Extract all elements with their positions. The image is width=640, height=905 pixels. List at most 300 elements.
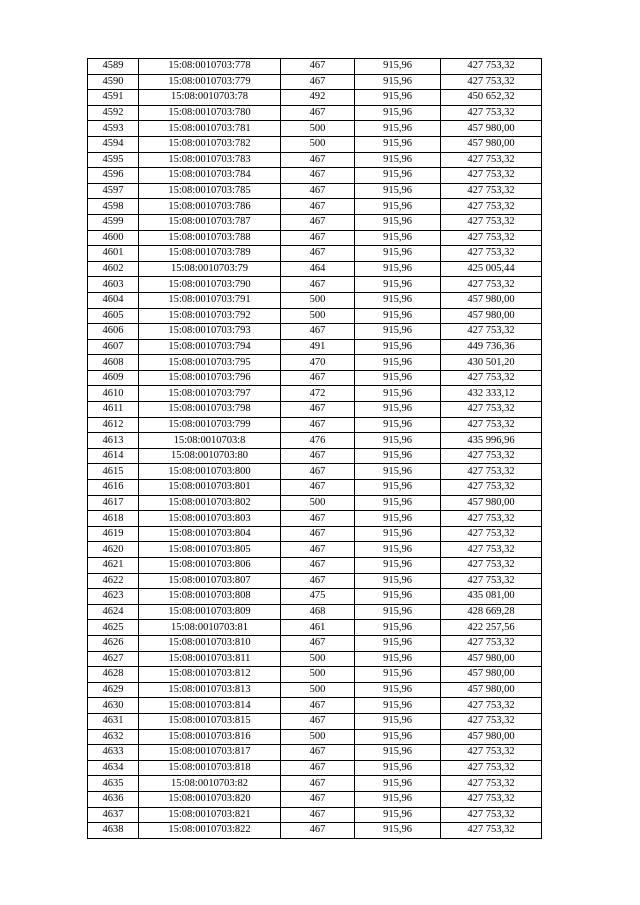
cadastral-number-cell: 15:08:0010703:814 <box>139 698 281 714</box>
cadastral-value-cell: 427 753,32 <box>441 776 542 792</box>
cadastral-number-cell: 15:08:0010703:796 <box>139 370 281 386</box>
row-number-cell: 4612 <box>88 417 139 433</box>
row-number-cell: 4622 <box>88 573 139 589</box>
cadastral-value-cell: 450 652,32 <box>441 90 542 106</box>
cadastral-value-cell: 427 753,32 <box>441 246 542 262</box>
row-number-cell: 4600 <box>88 230 139 246</box>
table-row <box>88 729 542 745</box>
area-cell: 467 <box>281 823 355 839</box>
cadastral-value-cell: 427 753,32 <box>441 635 542 651</box>
cadastral-number-cell: 15:08:0010703:803 <box>139 511 281 527</box>
specific-value-cell: 915,96 <box>355 370 441 386</box>
cadastral-number-cell: 15:08:0010703:793 <box>139 324 281 340</box>
cadastral-number-cell: 15:08:0010703:780 <box>139 105 281 121</box>
specific-value-cell: 915,96 <box>355 214 441 230</box>
specific-value-cell: 915,96 <box>355 339 441 355</box>
cadastral-number-cell: 15:08:0010703:790 <box>139 277 281 293</box>
specific-value-cell: 915,96 <box>355 74 441 90</box>
specific-value-cell: 915,96 <box>355 292 441 308</box>
table-row <box>88 511 542 527</box>
cadastral-number-cell: 15:08:0010703:791 <box>139 292 281 308</box>
specific-value-cell: 915,96 <box>355 542 441 558</box>
table-row <box>88 246 542 262</box>
cadastral-value-cell: 427 753,32 <box>441 745 542 761</box>
table-row <box>88 698 542 714</box>
area-cell: 500 <box>281 292 355 308</box>
row-number-cell: 4626 <box>88 635 139 651</box>
cadastral-value-cell: 422 257,56 <box>441 620 542 636</box>
cadastral-number-cell: 15:08:0010703:802 <box>139 495 281 511</box>
row-number-cell: 4604 <box>88 292 139 308</box>
specific-value-cell: 915,96 <box>355 651 441 667</box>
table-row <box>88 745 542 761</box>
cadastral-value-cell: 427 753,32 <box>441 199 542 215</box>
cadastral-number-cell: 15:08:0010703:818 <box>139 760 281 776</box>
table-row <box>88 277 542 293</box>
cadastral-number-cell: 15:08:0010703:795 <box>139 355 281 371</box>
table-row <box>88 526 542 542</box>
cadastral-value-cell: 427 753,32 <box>441 277 542 293</box>
row-number-cell: 4596 <box>88 168 139 184</box>
table-row <box>88 355 542 371</box>
specific-value-cell: 915,96 <box>355 448 441 464</box>
specific-value-cell: 915,96 <box>355 667 441 683</box>
cadastral-number-cell: 15:08:0010703:807 <box>139 573 281 589</box>
table-row <box>88 464 542 480</box>
row-number-cell: 4636 <box>88 791 139 807</box>
specific-value-cell: 915,96 <box>355 168 441 184</box>
row-number-cell: 4609 <box>88 370 139 386</box>
specific-value-cell: 915,96 <box>355 480 441 496</box>
table-row <box>88 667 542 683</box>
specific-value-cell: 915,96 <box>355 776 441 792</box>
cadastral-value-cell: 457 980,00 <box>441 121 542 137</box>
cadastral-value-cell: 457 980,00 <box>441 667 542 683</box>
cadastral-value-cell: 427 753,32 <box>441 59 542 75</box>
cadastral-value-cell: 430 501,20 <box>441 355 542 371</box>
table-row <box>88 573 542 589</box>
row-number-cell: 4598 <box>88 199 139 215</box>
table-row <box>88 183 542 199</box>
table-row <box>88 386 542 402</box>
specific-value-cell: 915,96 <box>355 464 441 480</box>
cadastral-number-cell: 15:08:0010703:805 <box>139 542 281 558</box>
cadastral-value-cell: 432 333,12 <box>441 386 542 402</box>
area-cell: 467 <box>281 168 355 184</box>
cadastral-value-cell: 427 753,32 <box>441 402 542 418</box>
specific-value-cell: 915,96 <box>355 589 441 605</box>
area-cell: 467 <box>281 246 355 262</box>
table-row <box>88 620 542 636</box>
area-cell: 467 <box>281 558 355 574</box>
cadastral-number-cell: 15:08:0010703:799 <box>139 417 281 433</box>
row-number-cell: 4602 <box>88 261 139 277</box>
area-cell: 500 <box>281 651 355 667</box>
cadastral-value-cell: 427 753,32 <box>441 526 542 542</box>
row-number-cell: 4618 <box>88 511 139 527</box>
specific-value-cell: 915,96 <box>355 136 441 152</box>
area-cell: 464 <box>281 261 355 277</box>
table-row <box>88 558 542 574</box>
area-cell: 467 <box>281 152 355 168</box>
cadastral-value-cell: 457 980,00 <box>441 682 542 698</box>
cadastral-value-cell: 427 753,32 <box>441 464 542 480</box>
row-number-cell: 4633 <box>88 745 139 761</box>
table-row <box>88 713 542 729</box>
cadastral-number-cell: 15:08:0010703:821 <box>139 807 281 823</box>
area-cell: 500 <box>281 308 355 324</box>
table-row <box>88 791 542 807</box>
cadastral-number-cell: 15:08:0010703:786 <box>139 199 281 215</box>
cadastral-number-cell: 15:08:0010703:81 <box>139 620 281 636</box>
row-number-cell: 4628 <box>88 667 139 683</box>
cadastral-number-cell: 15:08:0010703:809 <box>139 604 281 620</box>
specific-value-cell: 915,96 <box>355 713 441 729</box>
table-body <box>88 59 542 839</box>
table-row <box>88 324 542 340</box>
area-cell: 467 <box>281 526 355 542</box>
cadastral-value-cell: 427 753,32 <box>441 558 542 574</box>
specific-value-cell: 915,96 <box>355 573 441 589</box>
cadastral-value-cell: 428 669,28 <box>441 604 542 620</box>
table-row <box>88 604 542 620</box>
cadastral-value-cell: 427 753,32 <box>441 105 542 121</box>
specific-value-cell: 915,96 <box>355 635 441 651</box>
table-row <box>88 230 542 246</box>
cadastral-number-cell: 15:08:0010703:785 <box>139 183 281 199</box>
cadastral-number-cell: 15:08:0010703:811 <box>139 651 281 667</box>
area-cell: 467 <box>281 573 355 589</box>
area-cell: 500 <box>281 667 355 683</box>
area-cell: 492 <box>281 90 355 106</box>
row-number-cell: 4605 <box>88 308 139 324</box>
cadastral-number-cell: 15:08:0010703:79 <box>139 261 281 277</box>
specific-value-cell: 915,96 <box>355 760 441 776</box>
cadastral-number-cell: 15:08:0010703:789 <box>139 246 281 262</box>
row-number-cell: 4623 <box>88 589 139 605</box>
cadastral-number-cell: 15:08:0010703:781 <box>139 121 281 137</box>
cadastral-value-cell: 427 753,32 <box>441 214 542 230</box>
area-cell: 467 <box>281 511 355 527</box>
row-number-cell: 4608 <box>88 355 139 371</box>
cadastral-number-cell: 15:08:0010703:778 <box>139 59 281 75</box>
area-cell: 467 <box>281 776 355 792</box>
table-row <box>88 121 542 137</box>
row-number-cell: 4595 <box>88 152 139 168</box>
specific-value-cell: 915,96 <box>355 604 441 620</box>
area-cell: 467 <box>281 214 355 230</box>
cadastral-value-cell: 427 753,32 <box>441 183 542 199</box>
area-cell: 467 <box>281 105 355 121</box>
area-cell: 500 <box>281 121 355 137</box>
row-number-cell: 4632 <box>88 729 139 745</box>
table-row <box>88 823 542 839</box>
table-row <box>88 542 542 558</box>
specific-value-cell: 915,96 <box>355 261 441 277</box>
row-number-cell: 4624 <box>88 604 139 620</box>
area-cell: 467 <box>281 277 355 293</box>
specific-value-cell: 915,96 <box>355 402 441 418</box>
table-row <box>88 402 542 418</box>
area-cell: 467 <box>281 480 355 496</box>
cadastral-value-cell: 457 980,00 <box>441 729 542 745</box>
area-cell: 476 <box>281 433 355 449</box>
row-number-cell: 4615 <box>88 464 139 480</box>
cadastral-number-cell: 15:08:0010703:817 <box>139 745 281 761</box>
specific-value-cell: 915,96 <box>355 277 441 293</box>
table-row <box>88 480 542 496</box>
area-cell: 467 <box>281 464 355 480</box>
cadastral-number-cell: 15:08:0010703:808 <box>139 589 281 605</box>
row-number-cell: 4614 <box>88 448 139 464</box>
cadastral-number-cell: 15:08:0010703:815 <box>139 713 281 729</box>
cadastral-value-cell: 457 980,00 <box>441 292 542 308</box>
row-number-cell: 4591 <box>88 90 139 106</box>
cadastral-value-cell: 427 753,32 <box>441 807 542 823</box>
row-number-cell: 4617 <box>88 495 139 511</box>
cadastral-value-cell: 427 753,32 <box>441 168 542 184</box>
row-number-cell: 4597 <box>88 183 139 199</box>
table-row <box>88 651 542 667</box>
cadastral-value-cell: 435 996,96 <box>441 433 542 449</box>
area-cell: 467 <box>281 807 355 823</box>
cadastral-number-cell: 15:08:0010703:788 <box>139 230 281 246</box>
table-row <box>88 292 542 308</box>
row-number-cell: 4599 <box>88 214 139 230</box>
table-row <box>88 776 542 792</box>
specific-value-cell: 915,96 <box>355 355 441 371</box>
area-cell: 467 <box>281 183 355 199</box>
area-cell: 467 <box>281 417 355 433</box>
cadastral-value-cell: 427 753,32 <box>441 760 542 776</box>
specific-value-cell: 915,96 <box>355 682 441 698</box>
specific-value-cell: 915,96 <box>355 558 441 574</box>
row-number-cell: 4625 <box>88 620 139 636</box>
table-row <box>88 136 542 152</box>
specific-value-cell: 915,96 <box>355 386 441 402</box>
area-cell: 475 <box>281 589 355 605</box>
cadastral-value-cell: 427 753,32 <box>441 542 542 558</box>
table-row <box>88 152 542 168</box>
cadastral-value-cell: 427 753,32 <box>441 573 542 589</box>
area-cell: 461 <box>281 620 355 636</box>
cadastral-number-cell: 15:08:0010703:812 <box>139 667 281 683</box>
row-number-cell: 4635 <box>88 776 139 792</box>
specific-value-cell: 915,96 <box>355 511 441 527</box>
table-row <box>88 495 542 511</box>
cadastral-value-cell: 427 753,32 <box>441 713 542 729</box>
cadastral-number-cell: 15:08:0010703:783 <box>139 152 281 168</box>
table-row <box>88 417 542 433</box>
cadastral-number-cell: 15:08:0010703:80 <box>139 448 281 464</box>
area-cell: 467 <box>281 760 355 776</box>
specific-value-cell: 915,96 <box>355 745 441 761</box>
row-number-cell: 4620 <box>88 542 139 558</box>
cadastral-value-cell: 435 081,00 <box>441 589 542 605</box>
row-number-cell: 4606 <box>88 324 139 340</box>
specific-value-cell: 915,96 <box>355 230 441 246</box>
specific-value-cell: 915,96 <box>355 90 441 106</box>
cadastral-value-table <box>87 58 542 839</box>
row-number-cell: 4627 <box>88 651 139 667</box>
cadastral-value-cell: 457 980,00 <box>441 308 542 324</box>
row-number-cell: 4610 <box>88 386 139 402</box>
area-cell: 500 <box>281 136 355 152</box>
specific-value-cell: 915,96 <box>355 526 441 542</box>
cadastral-number-cell: 15:08:0010703:804 <box>139 526 281 542</box>
table-row <box>88 589 542 605</box>
specific-value-cell: 915,96 <box>355 59 441 75</box>
table-row <box>88 214 542 230</box>
cadastral-number-cell: 15:08:0010703:822 <box>139 823 281 839</box>
area-cell: 467 <box>281 324 355 340</box>
area-cell: 467 <box>281 635 355 651</box>
table-row <box>88 433 542 449</box>
row-number-cell: 4613 <box>88 433 139 449</box>
table-row <box>88 74 542 90</box>
cadastral-value-cell: 457 980,00 <box>441 136 542 152</box>
cadastral-number-cell: 15:08:0010703:820 <box>139 791 281 807</box>
cadastral-value-cell: 457 980,00 <box>441 651 542 667</box>
cadastral-number-cell: 15:08:0010703:792 <box>139 308 281 324</box>
area-cell: 500 <box>281 729 355 745</box>
cadastral-number-cell: 15:08:0010703:801 <box>139 480 281 496</box>
table-row <box>88 370 542 386</box>
area-cell: 467 <box>281 370 355 386</box>
row-number-cell: 4601 <box>88 246 139 262</box>
specific-value-cell: 915,96 <box>355 698 441 714</box>
area-cell: 467 <box>281 542 355 558</box>
table-row <box>88 168 542 184</box>
cadastral-value-cell: 457 980,00 <box>441 495 542 511</box>
row-number-cell: 4637 <box>88 807 139 823</box>
cadastral-value-cell: 427 753,32 <box>441 480 542 496</box>
area-cell: 467 <box>281 698 355 714</box>
row-number-cell: 4631 <box>88 713 139 729</box>
cadastral-value-cell: 449 736,36 <box>441 339 542 355</box>
specific-value-cell: 915,96 <box>355 807 441 823</box>
row-number-cell: 4594 <box>88 136 139 152</box>
row-number-cell: 4593 <box>88 121 139 137</box>
row-number-cell: 4589 <box>88 59 139 75</box>
cadastral-number-cell: 15:08:0010703:787 <box>139 214 281 230</box>
table-row <box>88 760 542 776</box>
table-row <box>88 199 542 215</box>
specific-value-cell: 915,96 <box>355 324 441 340</box>
cadastral-value-cell: 427 753,32 <box>441 698 542 714</box>
specific-value-cell: 915,96 <box>355 121 441 137</box>
specific-value-cell: 915,96 <box>355 183 441 199</box>
cadastral-value-cell: 427 753,32 <box>441 370 542 386</box>
cadastral-value-cell: 427 753,32 <box>441 417 542 433</box>
table-row <box>88 339 542 355</box>
cadastral-value-cell: 427 753,32 <box>441 448 542 464</box>
cadastral-value-cell: 427 753,32 <box>441 74 542 90</box>
row-number-cell: 4621 <box>88 558 139 574</box>
area-cell: 467 <box>281 713 355 729</box>
specific-value-cell: 915,96 <box>355 495 441 511</box>
area-cell: 467 <box>281 791 355 807</box>
area-cell: 467 <box>281 74 355 90</box>
cadastral-number-cell: 15:08:0010703:784 <box>139 168 281 184</box>
area-cell: 467 <box>281 448 355 464</box>
specific-value-cell: 915,96 <box>355 246 441 262</box>
specific-value-cell: 915,96 <box>355 791 441 807</box>
cadastral-number-cell: 15:08:0010703:813 <box>139 682 281 698</box>
row-number-cell: 4592 <box>88 105 139 121</box>
area-cell: 470 <box>281 355 355 371</box>
cadastral-number-cell: 15:08:0010703:798 <box>139 402 281 418</box>
row-number-cell: 4634 <box>88 760 139 776</box>
specific-value-cell: 915,96 <box>355 433 441 449</box>
cadastral-number-cell: 15:08:0010703:816 <box>139 729 281 745</box>
cadastral-value-cell: 427 753,32 <box>441 230 542 246</box>
area-cell: 467 <box>281 745 355 761</box>
table-row <box>88 448 542 464</box>
cadastral-number-cell: 15:08:0010703:779 <box>139 74 281 90</box>
specific-value-cell: 915,96 <box>355 417 441 433</box>
cadastral-number-cell: 15:08:0010703:797 <box>139 386 281 402</box>
area-cell: 467 <box>281 59 355 75</box>
table-row <box>88 807 542 823</box>
specific-value-cell: 915,96 <box>355 105 441 121</box>
table-row <box>88 90 542 106</box>
area-cell: 467 <box>281 199 355 215</box>
cadastral-number-cell: 15:08:0010703:800 <box>139 464 281 480</box>
cadastral-value-cell: 427 753,32 <box>441 823 542 839</box>
table-row <box>88 682 542 698</box>
row-number-cell: 4630 <box>88 698 139 714</box>
cadastral-number-cell: 15:08:0010703:794 <box>139 339 281 355</box>
area-cell: 491 <box>281 339 355 355</box>
cadastral-value-cell: 427 753,32 <box>441 324 542 340</box>
table-row <box>88 105 542 121</box>
area-cell: 468 <box>281 604 355 620</box>
specific-value-cell: 915,96 <box>355 308 441 324</box>
row-number-cell: 4607 <box>88 339 139 355</box>
area-cell: 500 <box>281 495 355 511</box>
cadastral-number-cell: 15:08:0010703:8 <box>139 433 281 449</box>
cadastral-number-cell: 15:08:0010703:810 <box>139 635 281 651</box>
specific-value-cell: 915,96 <box>355 152 441 168</box>
cadastral-value-cell: 425 005,44 <box>441 261 542 277</box>
cadastral-value-cell: 427 753,32 <box>441 791 542 807</box>
specific-value-cell: 915,96 <box>355 729 441 745</box>
area-cell: 467 <box>281 230 355 246</box>
row-number-cell: 4590 <box>88 74 139 90</box>
table-row <box>88 635 542 651</box>
cadastral-value-cell: 427 753,32 <box>441 511 542 527</box>
row-number-cell: 4611 <box>88 402 139 418</box>
specific-value-cell: 915,96 <box>355 199 441 215</box>
cadastral-number-cell: 15:08:0010703:782 <box>139 136 281 152</box>
cadastral-number-cell: 15:08:0010703:82 <box>139 776 281 792</box>
table-row <box>88 59 542 75</box>
specific-value-cell: 915,96 <box>355 620 441 636</box>
area-cell: 472 <box>281 386 355 402</box>
row-number-cell: 4629 <box>88 682 139 698</box>
cadastral-value-cell: 427 753,32 <box>441 152 542 168</box>
table-row <box>88 308 542 324</box>
area-cell: 500 <box>281 682 355 698</box>
area-cell: 467 <box>281 402 355 418</box>
table-row <box>88 261 542 277</box>
row-number-cell: 4619 <box>88 526 139 542</box>
row-number-cell: 4638 <box>88 823 139 839</box>
specific-value-cell: 915,96 <box>355 823 441 839</box>
cadastral-number-cell: 15:08:0010703:806 <box>139 558 281 574</box>
row-number-cell: 4603 <box>88 277 139 293</box>
